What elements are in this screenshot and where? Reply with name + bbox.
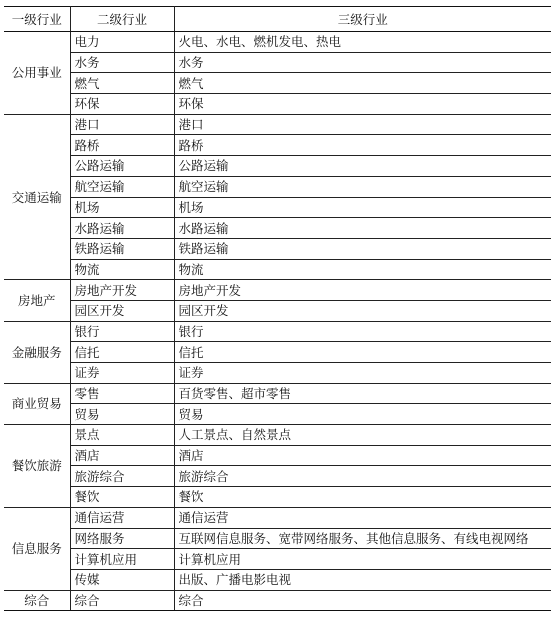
level2-cell: 机场 [70, 197, 174, 218]
level2-cell: 景点 [70, 425, 174, 446]
level2-cell: 旅游综合 [70, 466, 174, 487]
table-row [4, 321, 551, 342]
table-row [4, 487, 551, 508]
table-row [4, 73, 551, 94]
level2-cell: 园区开发 [70, 300, 174, 321]
level2-cell: 水务 [70, 52, 174, 73]
level3-cell: 燃气 [174, 73, 551, 94]
level1-cell: 综合 [4, 590, 70, 611]
table-row [4, 114, 551, 135]
level2-cell: 铁路运输 [70, 238, 174, 259]
table-row [4, 383, 551, 404]
level3-cell: 旅游综合 [174, 466, 551, 487]
level1-cell: 商业贸易 [4, 383, 70, 424]
level3-cell: 火电、水电、燃机发电、热电 [174, 32, 551, 53]
level2-cell: 水路运输 [70, 218, 174, 239]
table-row [4, 32, 551, 53]
level3-cell: 港口 [174, 114, 551, 135]
level3-cell: 水路运输 [174, 218, 551, 239]
header-level2: 二级行业 [70, 7, 174, 32]
table-row [4, 425, 551, 446]
level3-cell: 出版、广播电影电视 [174, 569, 551, 590]
level3-cell: 人工景点、自然景点 [174, 425, 551, 446]
level2-cell: 贸易 [70, 404, 174, 425]
level3-cell: 计算机应用 [174, 549, 551, 570]
level2-cell: 酒店 [70, 445, 174, 466]
table-row [4, 176, 551, 197]
level3-cell: 环保 [174, 94, 551, 115]
level2-cell: 环保 [70, 94, 174, 115]
level2-cell: 公路运输 [70, 156, 174, 177]
table-row [4, 549, 551, 570]
level3-cell: 综合 [174, 590, 551, 611]
level3-cell: 百货零售、超市零售 [174, 383, 551, 404]
level3-cell: 机场 [174, 197, 551, 218]
level2-cell: 电力 [70, 32, 174, 53]
table-row [4, 238, 551, 259]
level2-cell: 综合 [70, 590, 174, 611]
level2-cell: 航空运输 [70, 176, 174, 197]
level1-cell: 公用事业 [4, 32, 70, 115]
level3-cell: 公路运输 [174, 156, 551, 177]
table-row [4, 528, 551, 549]
table-row [4, 218, 551, 239]
level3-cell: 贸易 [174, 404, 551, 425]
level3-cell: 房地产开发 [174, 280, 551, 301]
table-header [4, 7, 551, 32]
level3-cell: 路桥 [174, 135, 551, 156]
table-row [4, 156, 551, 177]
table-row [4, 300, 551, 321]
level2-cell: 物流 [70, 259, 174, 280]
table-row [4, 52, 551, 73]
level3-cell: 信托 [174, 342, 551, 363]
level3-cell: 园区开发 [174, 300, 551, 321]
level3-cell: 餐饮 [174, 487, 551, 508]
level2-cell: 信托 [70, 342, 174, 363]
industry-classification-table [4, 6, 551, 611]
table-body [4, 32, 551, 611]
level2-cell: 通信运营 [70, 507, 174, 528]
level2-cell: 计算机应用 [70, 549, 174, 570]
level3-cell: 银行 [174, 321, 551, 342]
table-row [4, 197, 551, 218]
level3-cell: 通信运营 [174, 507, 551, 528]
level1-cell: 信息服务 [4, 507, 70, 590]
level1-cell: 交通运输 [4, 114, 70, 280]
header-level1: 一级行业 [4, 7, 70, 32]
level3-cell: 物流 [174, 259, 551, 280]
level3-cell: 铁路运输 [174, 238, 551, 259]
header-row [4, 7, 551, 32]
level1-cell: 餐饮旅游 [4, 425, 70, 508]
table-row [4, 280, 551, 301]
level1-cell: 金融服务 [4, 321, 70, 383]
table-row [4, 135, 551, 156]
table-row [4, 507, 551, 528]
level2-cell: 银行 [70, 321, 174, 342]
level3-cell: 航空运输 [174, 176, 551, 197]
table-row [4, 342, 551, 363]
table-row [4, 363, 551, 384]
level1-cell: 房地产 [4, 280, 70, 321]
table-row [4, 590, 551, 611]
table-row [4, 94, 551, 115]
level3-cell: 酒店 [174, 445, 551, 466]
table-row [4, 404, 551, 425]
table-row [4, 445, 551, 466]
header-level3: 三级行业 [174, 7, 551, 32]
level2-cell: 餐饮 [70, 487, 174, 508]
table-row [4, 466, 551, 487]
level2-cell: 燃气 [70, 73, 174, 94]
level2-cell: 证券 [70, 363, 174, 384]
level3-cell: 水务 [174, 52, 551, 73]
level3-cell: 证券 [174, 363, 551, 384]
level2-cell: 零售 [70, 383, 174, 404]
level2-cell: 港口 [70, 114, 174, 135]
level3-cell: 互联网信息服务、宽带网络服务、其他信息服务、有线电视网络 [174, 528, 551, 549]
level2-cell: 房地产开发 [70, 280, 174, 301]
level2-cell: 网络服务 [70, 528, 174, 549]
table-row [4, 569, 551, 590]
table-row [4, 259, 551, 280]
level2-cell: 路桥 [70, 135, 174, 156]
level2-cell: 传媒 [70, 569, 174, 590]
